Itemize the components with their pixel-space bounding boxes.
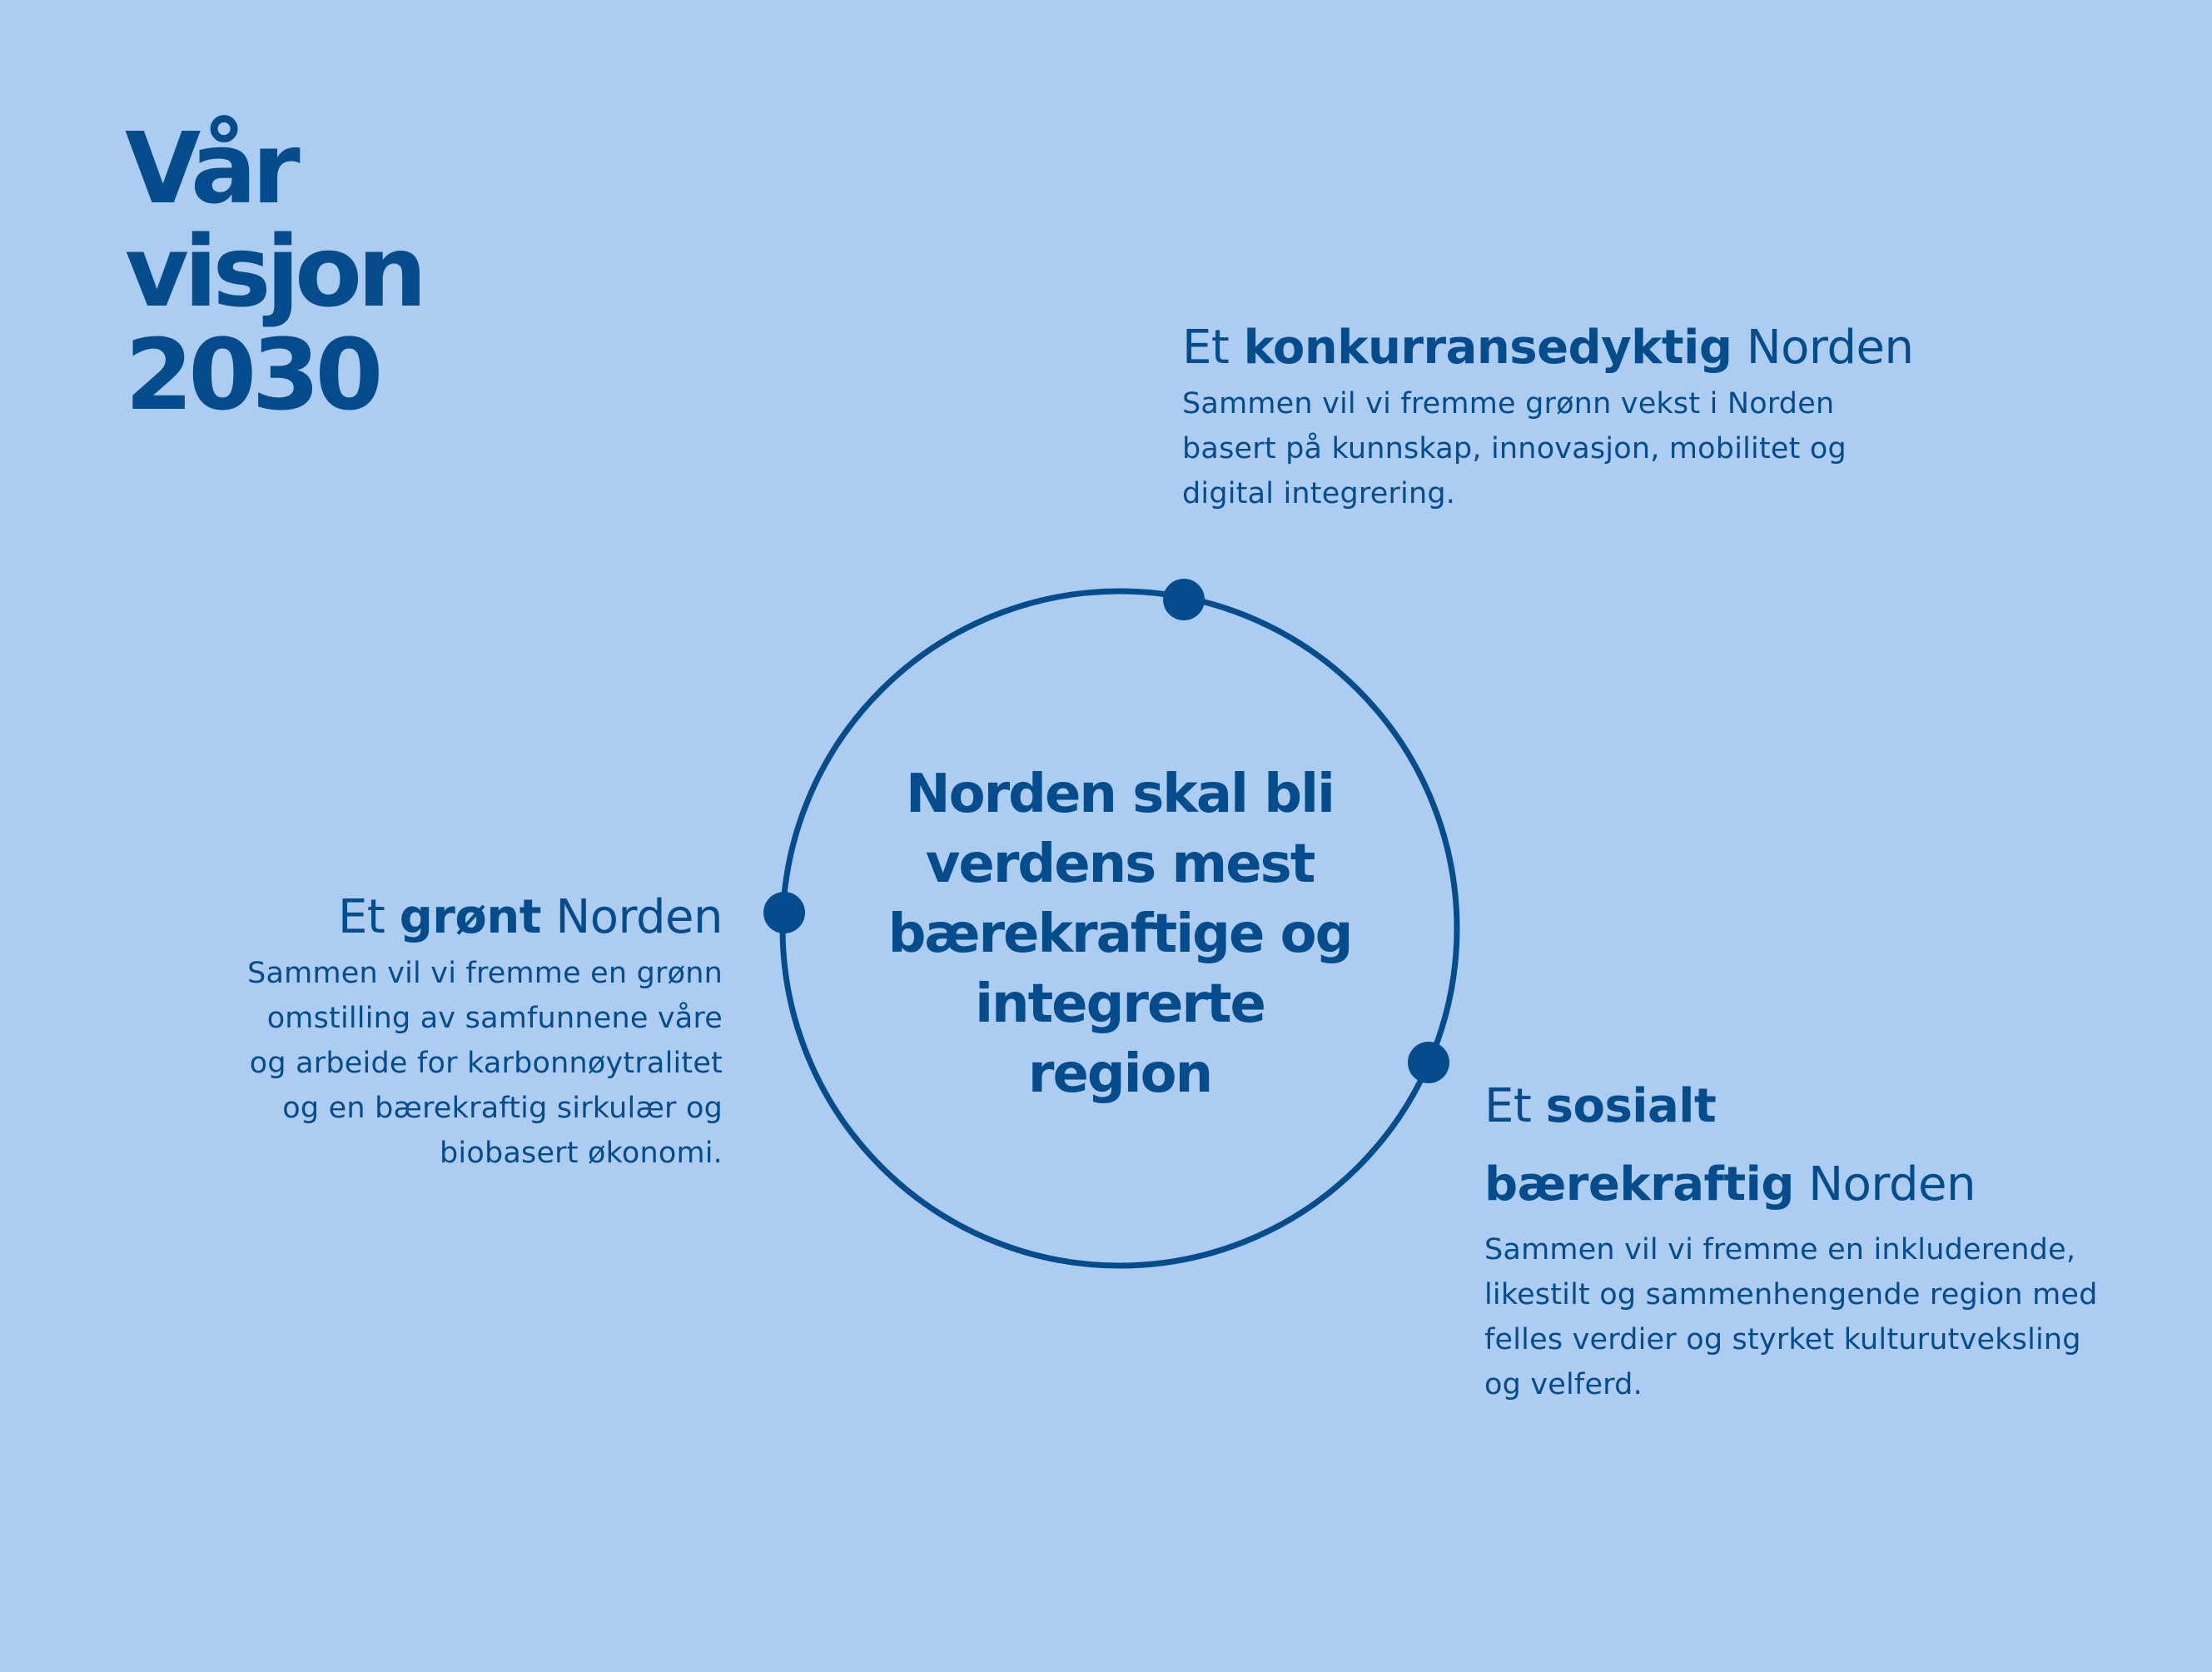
social-body-line-4: og velferd. [1484, 1368, 1643, 1401]
competitive-description [1182, 381, 1998, 516]
green-body-line-2: omstilling av samfunnene våre [266, 1002, 723, 1035]
green-body-line-3: og arbeide for karbonnøytralitet [249, 1047, 723, 1080]
social-description [1484, 1227, 2167, 1407]
center-line-1: Norden skal bli [906, 764, 1334, 825]
green-body-line-5: biobasert økonomi. [439, 1137, 723, 1170]
center-line-2: verdens mest [925, 834, 1315, 895]
social-block [1484, 1067, 2167, 1407]
social-keyword-line-1: sosialt [1545, 1079, 1717, 1133]
green-prefix: Et [338, 890, 385, 944]
title-line-1: Vår [125, 111, 296, 226]
competitive-prefix: Et [1182, 321, 1230, 375]
social-keyword-line-2: bærekraftig [1484, 1157, 1794, 1212]
center-statement [857, 759, 1382, 1109]
social-body-line-3: felles verdier og styrket kulturutveksling [1484, 1323, 2081, 1356]
social-heading [1484, 1067, 2167, 1224]
competitive-body-line-3: digital integrering. [1182, 477, 1456, 510]
green-suffix: Norden [555, 890, 723, 944]
competitive-body-line-2: basert på kunnskap, innovasjon, mobilitet og [1182, 432, 1847, 465]
node-competitive [1163, 579, 1205, 620]
green-keyword: grønt [399, 890, 541, 944]
competitive-keyword: konkurransedyktig [1243, 321, 1732, 375]
social-body-line-1: Sammen vil vi fremme en inkluderende, [1484, 1233, 2076, 1266]
competitive-heading [1182, 320, 1998, 376]
green-heading [133, 889, 723, 946]
green-description [133, 951, 723, 1176]
node-green [763, 892, 805, 933]
social-suffix: Norden [1808, 1157, 1976, 1212]
center-line-3: bærekraftige og [887, 903, 1352, 965]
green-body-line-1: Sammen vil vi fremme en grønn [247, 957, 723, 990]
competitive-suffix: Norden [1746, 321, 1914, 375]
green-block [133, 889, 723, 1176]
node-social [1408, 1042, 1449, 1083]
title-line-2: visjon [125, 214, 423, 329]
center-line-4: integrerte [975, 973, 1265, 1035]
competitive-body-line-1: Sammen vil vi fremme grønn vekst i Norden [1182, 387, 1835, 420]
social-body-line-2: likestilt og sammenhengende region med [1484, 1278, 2098, 1311]
competitive-block [1182, 320, 1998, 516]
green-body-line-4: og en bærekraftig sirkulær og [282, 1092, 723, 1125]
center-line-5: region [1027, 1043, 1212, 1105]
title-line-3: 2030 [125, 317, 379, 432]
social-prefix: Et [1484, 1079, 1532, 1133]
